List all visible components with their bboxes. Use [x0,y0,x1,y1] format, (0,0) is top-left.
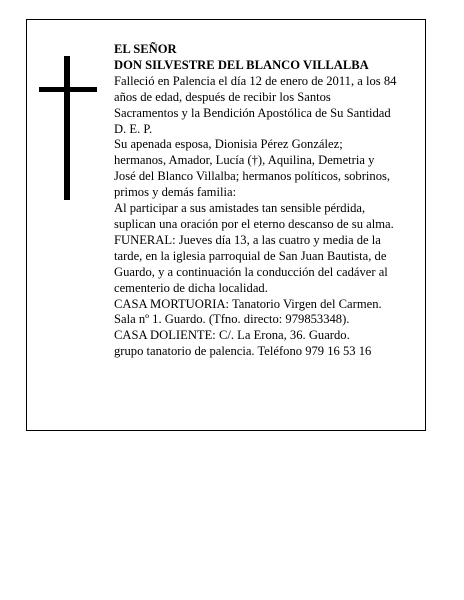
text-line: Al participar a sus amistades tan sensible pérdida, [114,201,366,216]
text-line: Sacramentos y la Bendición Apostólica de Su Santidad [114,105,391,120]
text-line: Su apenada esposa, Dionisia Pérez González; [114,137,343,152]
text-line: Guardo, y a continuación la conducción del cadáver al [114,264,388,279]
obituary-text [114,42,424,360]
cross-horizontal-bar [39,87,97,92]
obituary-title: EL SEÑOR [114,42,177,56]
cross-icon [39,56,97,200]
deceased-name: DON SILVESTRE DEL BLANCO VILLALBA [114,57,369,72]
text-line: Falleció en Palencia el día 12 de enero de 2011, a los 84 [114,73,397,88]
text-line: FUNERAL: Jueves día 13, a las cuatro y media de la [114,232,381,247]
text-line: José del Blanco Villalba; hermanos políticos, sobrinos, [114,169,391,184]
text-line: CASA DOLIENTE: C/. La Erona, 36. Guardo. [114,328,350,343]
text-line: años de edad, después de recibir los Santos [114,89,331,104]
obituary-notice [26,19,426,431]
text-line: D. E. P. [114,121,153,136]
cross-vertical-bar [64,56,70,200]
text-line: grupo tanatorio de palencia. Teléfono 979 16 53 16 [114,344,372,359]
text-line: cementerio de dicha localidad. [114,280,268,295]
text-line: CASA MORTUORIA: Tanatorio Virgen del Carmen. [114,296,382,311]
text-line: hermanos, Amador, Lucía (†), Aquilina, Demetria y [114,153,375,168]
text-line: tarde, en la iglesia parroquial de San Juan Bautista, de [114,248,387,263]
text-line: primos y demás familia: [114,185,237,200]
text-line: suplican una oración por el eterno descanso de su alma. [114,216,394,231]
text-line: Sala nº 1. Guardo. (Tfno. directo: 979853348). [114,312,350,327]
